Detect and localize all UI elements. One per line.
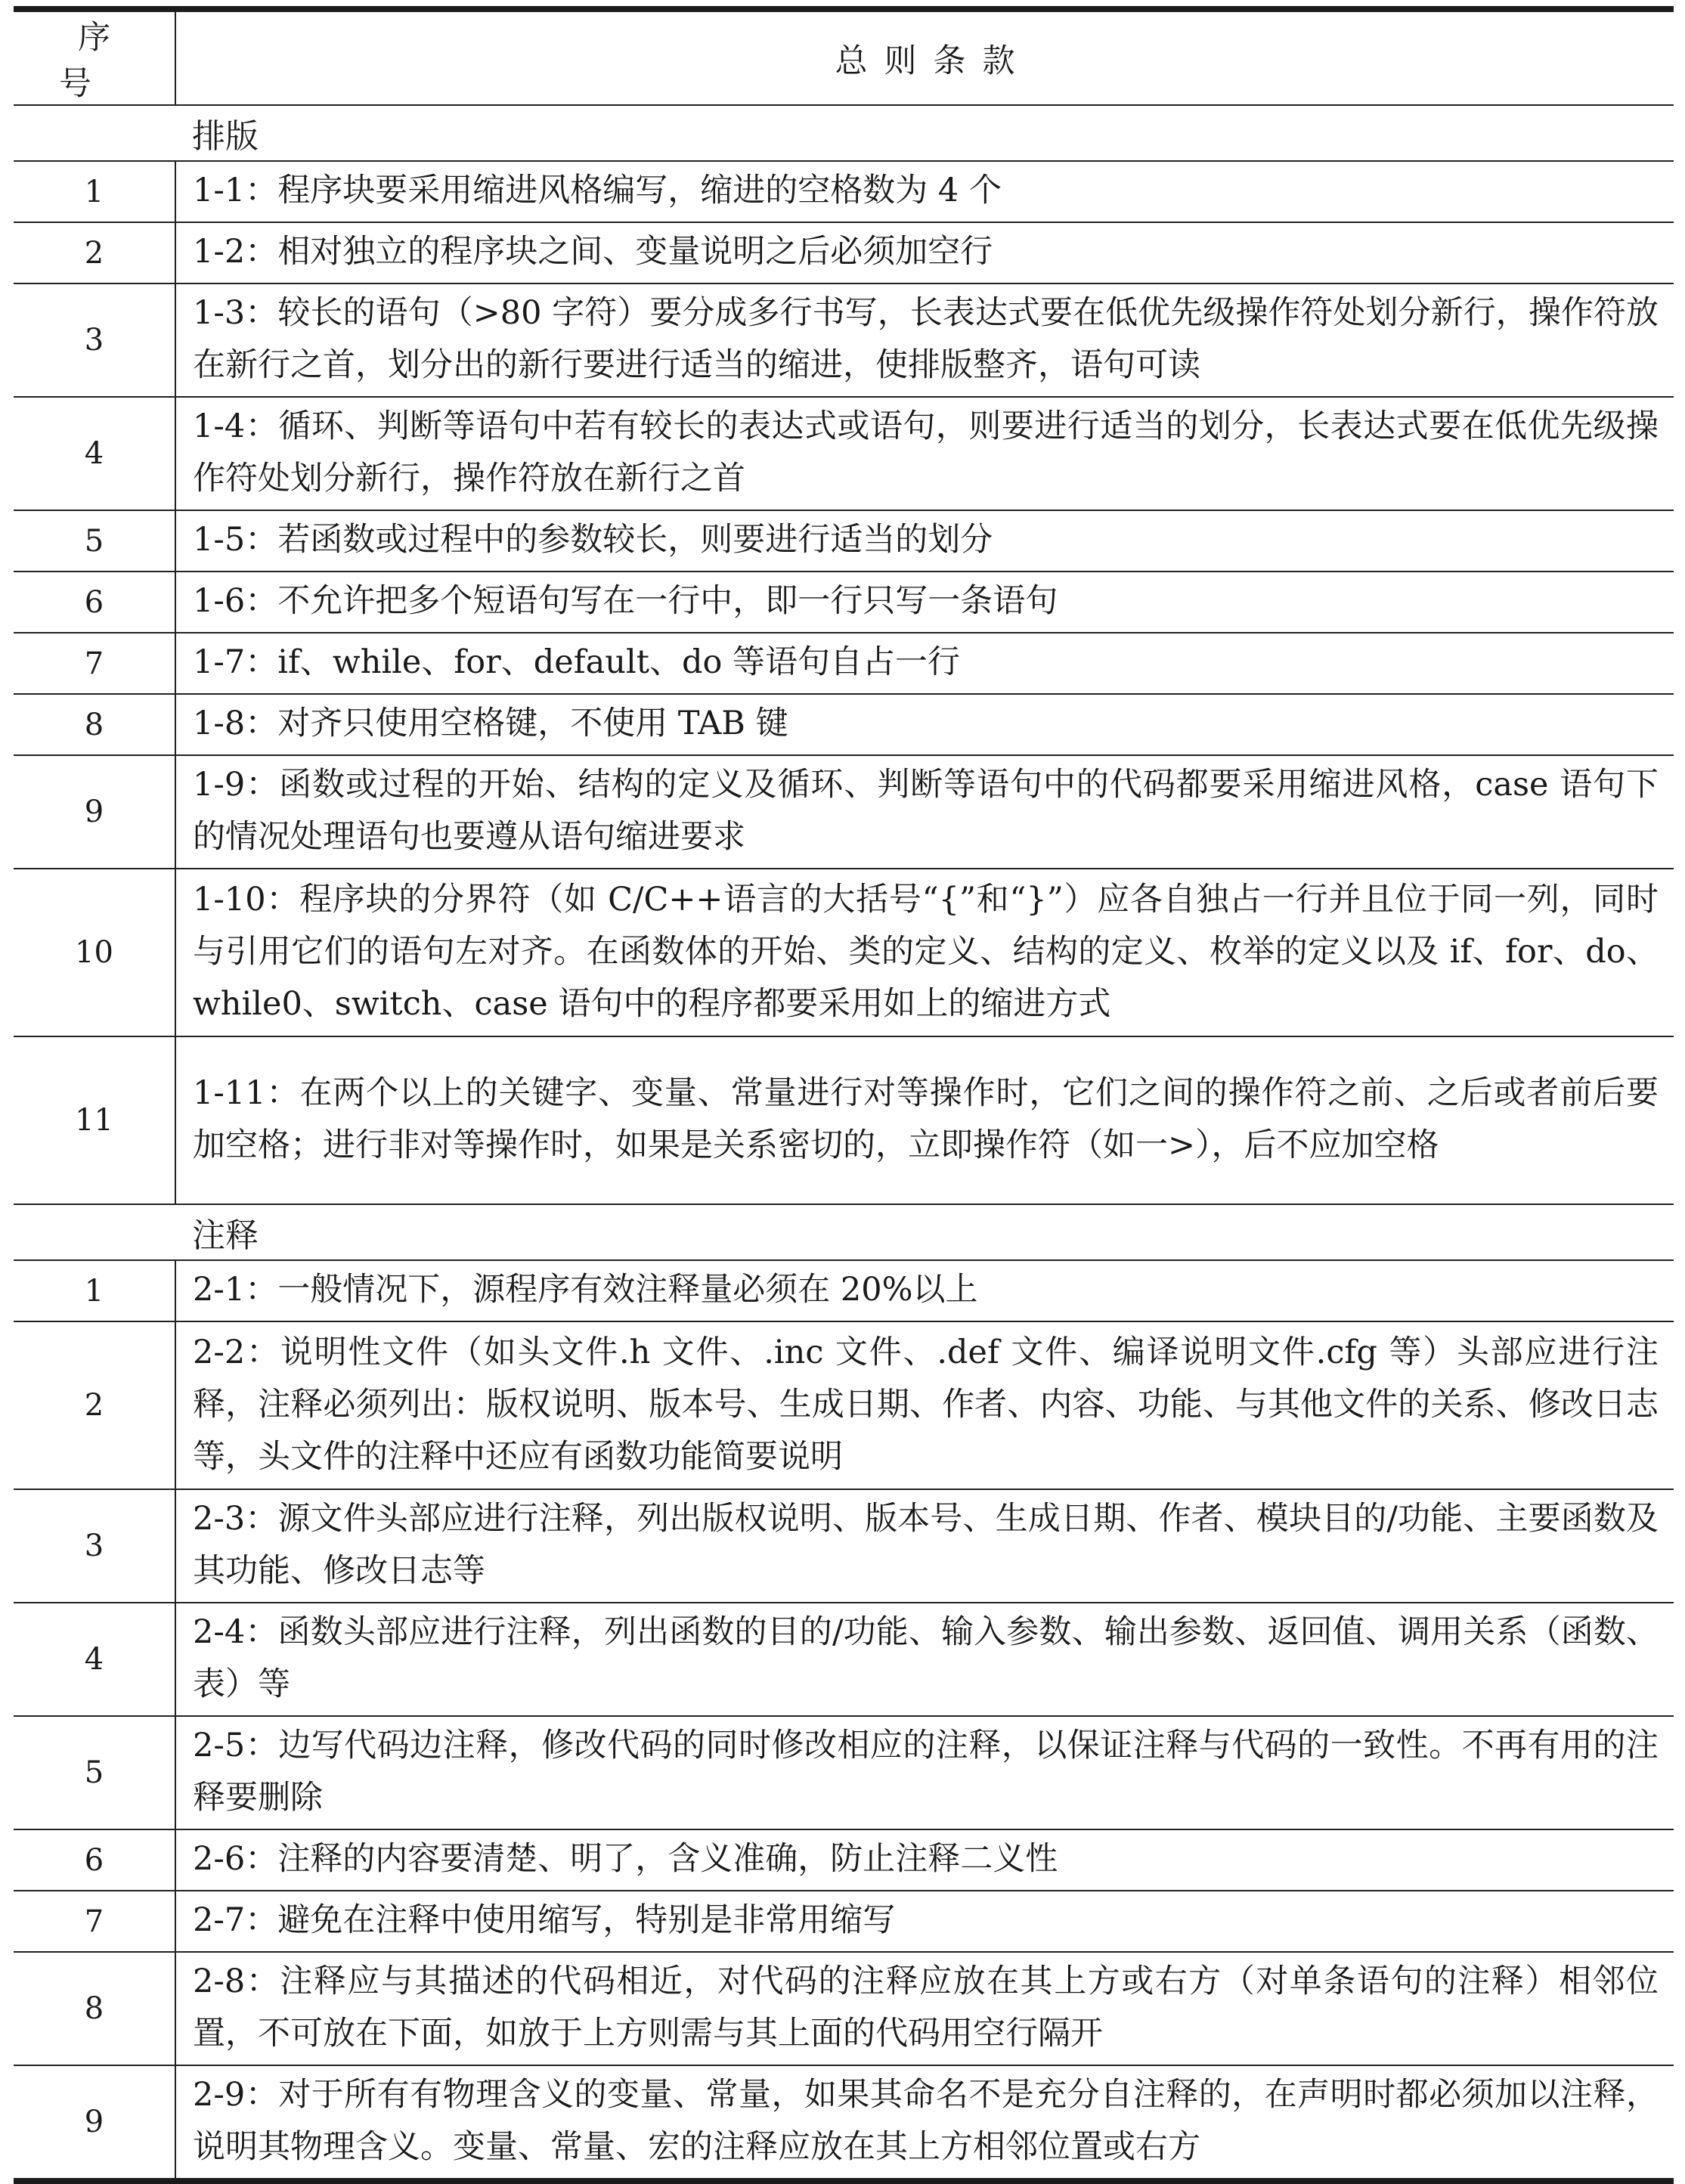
table-row xyxy=(14,572,1674,633)
table-row xyxy=(14,633,1674,694)
row-number: 8 xyxy=(14,694,175,755)
row-text: 1-6：不允许把多个短语句写在一行中，即一行只写一条语句 xyxy=(175,572,1674,633)
row-number: 9 xyxy=(14,2065,175,2179)
rules-table xyxy=(14,11,1674,2179)
table-row xyxy=(14,222,1674,283)
table-row xyxy=(14,1952,1674,2065)
table-row xyxy=(14,283,1674,397)
row-text: 2-8：注释应与其描述的代码相近，对代码的注释应放在其上方或右方（对单条语句的注释）相邻位置，不可放在下面，如放于上方则需与其上面的代码用空行隔开 xyxy=(175,1952,1674,2065)
section-blank-cell xyxy=(14,1204,175,1260)
row-text: 1-4：循环、判断等语句中若有较长的表达式或语句，则要进行适当的划分，长表达式要在低优先级操作符处划分新行，操作符放在新行之首 xyxy=(175,397,1674,510)
row-text: 2-6：注释的内容要清楚、明了，含义准确，防止注释二义性 xyxy=(175,1829,1674,1891)
table-row xyxy=(14,2065,1674,2179)
row-text: 2-7：避免在注释中使用缩写，特别是非常用缩写 xyxy=(175,1891,1674,1952)
table-row xyxy=(14,1489,1674,1603)
row-text: 1-3：较长的语句（>80 字符）要分成多行书写，长表达式要在低优先级操作符处划分新行，操作符放在新行之首，划分出的新行要进行适当的缩进，使排版整齐，语句可读 xyxy=(175,283,1674,397)
section-blank-cell xyxy=(14,105,175,161)
row-number: 4 xyxy=(14,1603,175,1716)
row-text: 1-11：在两个以上的关键字、变量、常量进行对等操作时，它们之间的操作符之前、之后或者前后要加空格；进行非对等操作时，如果是关系密切的，立即操作符（如一>），后不应加空格 xyxy=(175,1036,1674,1204)
section-title: 注释 xyxy=(175,1204,1674,1260)
row-number: 11 xyxy=(14,1036,175,1204)
table-row xyxy=(14,1891,1674,1952)
row-number: 6 xyxy=(14,1829,175,1891)
row-text: 2-5：边写代码边注释，修改代码的同时修改相应的注释，以保证注释与代码的一致性。不再有用的注释要删除 xyxy=(175,1716,1674,1829)
table-row xyxy=(14,510,1674,572)
row-text: 1-8：对齐只使用空格键，不使用 TAB 键 xyxy=(175,694,1674,755)
table-row xyxy=(14,397,1674,510)
row-number: 5 xyxy=(14,510,175,572)
table-row xyxy=(14,1716,1674,1829)
row-number: 5 xyxy=(14,1716,175,1829)
row-number: 10 xyxy=(14,869,175,1036)
row-number: 9 xyxy=(14,755,175,869)
row-number: 3 xyxy=(14,1489,175,1603)
row-text: 2-2：说明性文件（如头文件.h 文件、.inc 文件、.def 文件、编译说明文件.cfg 等）头部应进行注释，注释必须列出：版权说明、版本号、生成日期、作者、内容、功能、与其他文件的关系、修改日志等，头文件的注释中还应有函数功能简要说明 xyxy=(175,1321,1674,1489)
table-row xyxy=(14,1603,1674,1716)
row-number: 6 xyxy=(14,572,175,633)
table-row xyxy=(14,1321,1674,1489)
row-text: 2-4：函数头部应进行注释，列出函数的目的/功能、输入参数、输出参数、返回值、调用关系（函数、表）等 xyxy=(175,1603,1674,1716)
table-row xyxy=(14,755,1674,869)
section-row-comments xyxy=(14,1204,1674,1260)
section-title: 排版 xyxy=(175,105,1674,161)
row-number: 2 xyxy=(14,222,175,283)
row-text: 1-7：if、while、for、default、do 等语句自占一行 xyxy=(175,633,1674,694)
row-number: 7 xyxy=(14,633,175,694)
table-body xyxy=(14,105,1674,2179)
table-header-row xyxy=(14,11,1674,105)
row-number: 4 xyxy=(14,397,175,510)
document-page xyxy=(14,0,1674,2184)
row-text: 1-10：程序块的分界符（如 C/C++语言的大括号“{”和“}”）应各自独占一行并且位于同一列，同时与引用它们的语句左对齐。在函数体的开始、类的定义、结构的定义、枚举的定义以及 if、for、do、while0、switch、case 语句中的程序都要采用如上的缩进方式 xyxy=(175,869,1674,1036)
row-text: 1-1：程序块要采用缩进风格编写，缩进的空格数为 4 个 xyxy=(175,161,1674,222)
row-text: 2-1：一般情况下，源程序有效注释量必须在 20%以上 xyxy=(175,1260,1674,1321)
table-row xyxy=(14,1829,1674,1891)
row-number: 1 xyxy=(14,1260,175,1321)
bottom-rule xyxy=(14,2179,1674,2184)
row-text: 1-2：相对独立的程序块之间、变量说明之后必须加空行 xyxy=(175,222,1674,283)
row-text: 2-9：对于所有有物理含义的变量、常量，如果其命名不是充分自注释的，在声明时都必须加以注释，说明其物理含义。变量、常量、宏的注释应放在其上方相邻位置或右方 xyxy=(175,2065,1674,2179)
row-number: 2 xyxy=(14,1321,175,1489)
row-number: 1 xyxy=(14,161,175,222)
row-text: 1-9：函数或过程的开始、结构的定义及循环、判断等语句中的代码都要采用缩进风格，case 语句下的情况处理语句也要遵从语句缩进要求 xyxy=(175,755,1674,869)
row-number: 7 xyxy=(14,1891,175,1952)
row-text: 2-3：源文件头部应进行注释，列出版权说明、版本号、生成日期、作者、模块目的/功能、主要函数及其功能、修改日志等 xyxy=(175,1489,1674,1603)
section-row-layout xyxy=(14,105,1674,161)
row-text: 1-5：若函数或过程中的参数较长，则要进行适当的划分 xyxy=(175,510,1674,572)
header-rules: 总则条款 xyxy=(175,11,1674,105)
row-number: 3 xyxy=(14,283,175,397)
table-row xyxy=(14,694,1674,755)
row-number: 8 xyxy=(14,1952,175,2065)
table-row xyxy=(14,1260,1674,1321)
table-row xyxy=(14,161,1674,222)
table-row xyxy=(14,869,1674,1036)
table-row xyxy=(14,1036,1674,1204)
header-number: 序号 xyxy=(14,11,175,105)
